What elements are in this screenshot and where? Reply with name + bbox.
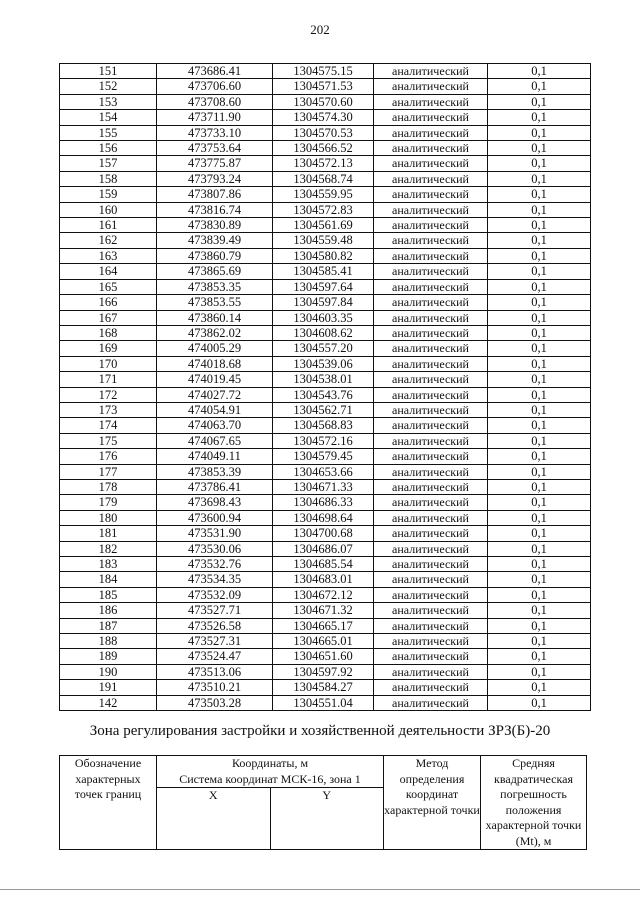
point-number-cell: 182 [60,541,157,556]
method-cell: аналитический [374,634,488,649]
error-cell: 0,1 [488,603,591,618]
error-cell: 0,1 [488,141,591,156]
y-coordinate-cell: 1304543.76 [273,387,374,402]
x-coordinate-cell: 473807.86 [157,187,273,202]
method-cell: аналитический [374,264,488,279]
header-error: Средняя квадратическая погрешность положения характерной точки (Mt), м [481,756,587,850]
header-coordinates-title: Координаты, м [231,756,309,770]
method-cell: аналитический [374,187,488,202]
method-cell: аналитический [374,603,488,618]
header-method: Метод определения координат характерной точки [384,756,481,850]
table-row [60,94,591,109]
point-number-cell: 174 [60,418,157,433]
error-cell: 0,1 [488,418,591,433]
method-cell: аналитический [374,495,488,510]
error-cell: 0,1 [488,557,591,572]
error-cell: 0,1 [488,171,591,186]
method-cell: аналитический [374,341,488,356]
error-cell: 0,1 [488,341,591,356]
table-row [60,387,591,402]
error-cell: 0,1 [488,356,591,371]
method-cell: аналитический [374,356,488,371]
method-cell: аналитический [374,695,488,710]
x-coordinate-cell: 473527.31 [157,634,273,649]
point-number-cell: 169 [60,341,157,356]
table-row [60,649,591,664]
point-number-cell: 166 [60,295,157,310]
table-row [60,218,591,233]
x-coordinate-cell: 474049.11 [157,449,273,464]
error-cell: 0,1 [488,295,591,310]
table-row [60,187,591,202]
y-coordinate-cell: 1304557.20 [273,341,374,356]
y-coordinate-cell: 1304653.66 [273,464,374,479]
x-coordinate-cell: 473526.58 [157,618,273,633]
error-cell: 0,1 [488,449,591,464]
y-coordinate-cell: 1304597.92 [273,664,374,679]
table-row [60,418,591,433]
y-coordinate-cell: 1304566.52 [273,141,374,156]
error-cell: 0,1 [488,402,591,417]
point-number-cell: 175 [60,433,157,448]
x-coordinate-cell: 473532.09 [157,587,273,602]
point-number-cell: 191 [60,680,157,695]
point-number-cell: 142 [60,695,157,710]
y-coordinate-cell: 1304538.01 [273,372,374,387]
x-coordinate-cell: 473853.55 [157,295,273,310]
point-number-cell: 152 [60,79,157,94]
point-number-cell: 170 [60,356,157,371]
y-coordinate-cell: 1304571.53 [273,79,374,94]
error-cell: 0,1 [488,495,591,510]
point-number-cell: 160 [60,202,157,217]
method-cell: аналитический [374,418,488,433]
x-coordinate-cell: 473527.71 [157,603,273,618]
point-number-cell: 190 [60,664,157,679]
point-number-cell: 185 [60,587,157,602]
table-row [60,125,591,140]
y-coordinate-cell: 1304570.60 [273,94,374,109]
x-coordinate-cell: 473530.06 [157,541,273,556]
method-cell: аналитический [374,156,488,171]
y-coordinate-cell: 1304574.30 [273,110,374,125]
point-number-cell: 186 [60,603,157,618]
point-number-cell: 167 [60,310,157,325]
y-coordinate-cell: 1304603.35 [273,310,374,325]
error-cell: 0,1 [488,510,591,525]
x-coordinate-cell: 473503.28 [157,695,273,710]
error-cell: 0,1 [488,202,591,217]
point-number-cell: 153 [60,94,157,109]
error-cell: 0,1 [488,695,591,710]
table-row [60,526,591,541]
table-row [60,171,591,186]
header-point-designation: Обозначение характерных точек границ [60,756,157,850]
y-coordinate-cell: 1304559.95 [273,187,374,202]
error-cell: 0,1 [488,310,591,325]
x-coordinate-cell: 473510.21 [157,680,273,695]
error-cell: 0,1 [488,680,591,695]
y-coordinate-cell: 1304665.17 [273,618,374,633]
method-cell: аналитический [374,295,488,310]
method-cell: аналитический [374,94,488,109]
table-row [60,279,591,294]
method-cell: аналитический [374,649,488,664]
method-cell: аналитический [374,541,488,556]
error-cell: 0,1 [488,218,591,233]
method-cell: аналитический [374,557,488,572]
table-row [60,64,591,79]
point-number-cell: 181 [60,526,157,541]
y-coordinate-cell: 1304551.04 [273,695,374,710]
error-cell: 0,1 [488,526,591,541]
table-row [60,618,591,633]
y-coordinate-cell: 1304584.27 [273,680,374,695]
x-coordinate-cell: 473862.02 [157,325,273,340]
y-coordinate-cell: 1304585.41 [273,264,374,279]
point-number-cell: 180 [60,510,157,525]
x-coordinate-cell: 473816.74 [157,202,273,217]
x-coordinate-cell: 473513.06 [157,664,273,679]
method-cell: аналитический [374,248,488,263]
y-coordinate-cell: 1304672.12 [273,587,374,602]
point-number-cell: 162 [60,233,157,248]
y-coordinate-cell: 1304651.60 [273,649,374,664]
x-coordinate-cell: 474067.65 [157,433,273,448]
x-coordinate-cell: 473775.87 [157,156,273,171]
header-coordinate-system: Система координат МСК-16, зона 1 [179,771,361,786]
table-row [60,295,591,310]
table-row [60,248,591,263]
y-coordinate-cell: 1304561.69 [273,218,374,233]
method-cell: аналитический [374,64,488,79]
header-y: Y [270,788,384,850]
section-title: Зона регулирования застройки и хозяйственной деятельности ЗРЗ(Б)-20 [89,723,551,739]
y-coordinate-cell: 1304665.01 [273,634,374,649]
point-number-cell: 161 [60,218,157,233]
point-number-cell: 159 [60,187,157,202]
y-coordinate-cell: 1304570.53 [273,125,374,140]
y-coordinate-cell: 1304597.84 [273,295,374,310]
error-cell: 0,1 [488,279,591,294]
error-cell: 0,1 [488,664,591,679]
method-cell: аналитический [374,510,488,525]
error-cell: 0,1 [488,464,591,479]
x-coordinate-cell: 473853.35 [157,279,273,294]
table-row [60,233,591,248]
x-coordinate-cell: 473853.39 [157,464,273,479]
point-number-cell: 151 [60,64,157,79]
coordinates-table [59,63,591,711]
error-cell: 0,1 [488,587,591,602]
method-cell: аналитический [374,449,488,464]
method-cell: аналитический [374,402,488,417]
method-cell: аналитический [374,387,488,402]
method-cell: аналитический [374,79,488,94]
page-bottom-rule [0,889,640,890]
x-coordinate-cell: 473839.49 [157,233,273,248]
y-coordinate-cell: 1304683.01 [273,572,374,587]
point-number-cell: 183 [60,557,157,572]
y-coordinate-cell: 1304572.13 [273,156,374,171]
x-coordinate-cell: 473860.79 [157,248,273,263]
error-cell: 0,1 [488,94,591,109]
method-cell: аналитический [374,202,488,217]
table-row [60,325,591,340]
point-number-cell: 187 [60,618,157,633]
table-row [60,479,591,494]
table-row [60,510,591,525]
method-cell: аналитический [374,526,488,541]
x-coordinate-cell: 473524.47 [157,649,273,664]
point-number-cell: 158 [60,171,157,186]
method-cell: аналитический [374,433,488,448]
point-number-cell: 171 [60,372,157,387]
y-coordinate-cell: 1304686.07 [273,541,374,556]
method-cell: аналитический [374,110,488,125]
error-cell: 0,1 [488,187,591,202]
point-number-cell: 165 [60,279,157,294]
y-coordinate-cell: 1304671.32 [273,603,374,618]
error-cell: 0,1 [488,618,591,633]
table-row [60,680,591,695]
x-coordinate-cell: 473686.41 [157,64,273,79]
error-cell: 0,1 [488,387,591,402]
y-coordinate-cell: 1304698.64 [273,510,374,525]
method-cell: аналитический [374,572,488,587]
table-row [60,664,591,679]
y-coordinate-cell: 1304575.15 [273,64,374,79]
y-coordinate-cell: 1304608.62 [273,325,374,340]
method-cell: аналитический [374,171,488,186]
x-coordinate-cell: 474018.68 [157,356,273,371]
method-cell: аналитический [374,587,488,602]
method-cell: аналитический [374,310,488,325]
y-coordinate-cell: 1304559.48 [273,233,374,248]
table-row [60,402,591,417]
point-number-cell: 163 [60,248,157,263]
table-row [60,264,591,279]
point-number-cell: 155 [60,125,157,140]
method-cell: аналитический [374,664,488,679]
y-coordinate-cell: 1304572.16 [273,433,374,448]
table-row [60,79,591,94]
error-cell: 0,1 [488,479,591,494]
x-coordinate-cell: 473786.41 [157,479,273,494]
table-row [60,541,591,556]
table-row [60,141,591,156]
error-cell: 0,1 [488,572,591,587]
point-number-cell: 154 [60,110,157,125]
point-number-cell: 173 [60,402,157,417]
table-row [60,356,591,371]
error-cell: 0,1 [488,649,591,664]
header-x: X [157,788,271,850]
error-cell: 0,1 [488,110,591,125]
table-row [60,433,591,448]
table-row [60,464,591,479]
method-cell: аналитический [374,218,488,233]
point-number-cell: 189 [60,649,157,664]
table-row [60,449,591,464]
table-row [60,495,591,510]
method-cell: аналитический [374,233,488,248]
point-number-cell: 188 [60,634,157,649]
page-number: 202 [310,22,330,37]
error-cell: 0,1 [488,372,591,387]
x-coordinate-cell: 473793.24 [157,171,273,186]
x-coordinate-cell: 473600.94 [157,510,273,525]
x-coordinate-cell: 473860.14 [157,310,273,325]
coordinates-header-table [59,755,587,850]
y-coordinate-cell: 1304671.33 [273,479,374,494]
y-coordinate-cell: 1304597.64 [273,279,374,294]
point-number-cell: 157 [60,156,157,171]
error-cell: 0,1 [488,125,591,140]
point-number-cell: 178 [60,479,157,494]
table-row [60,572,591,587]
method-cell: аналитический [374,125,488,140]
error-cell: 0,1 [488,156,591,171]
table-row [60,557,591,572]
method-cell: аналитический [374,618,488,633]
point-number-cell: 184 [60,572,157,587]
x-coordinate-cell: 473698.43 [157,495,273,510]
x-coordinate-cell: 474005.29 [157,341,273,356]
table-row [60,587,591,602]
point-number-cell: 164 [60,264,157,279]
y-coordinate-cell: 1304568.74 [273,171,374,186]
error-cell: 0,1 [488,64,591,79]
error-cell: 0,1 [488,541,591,556]
y-coordinate-cell: 1304686.33 [273,495,374,510]
table-row [60,202,591,217]
y-coordinate-cell: 1304568.83 [273,418,374,433]
x-coordinate-cell: 473706.60 [157,79,273,94]
method-cell: аналитический [374,372,488,387]
table-row [60,110,591,125]
y-coordinate-cell: 1304562.71 [273,402,374,417]
point-number-cell: 179 [60,495,157,510]
x-coordinate-cell: 473532.76 [157,557,273,572]
table-row [60,603,591,618]
y-coordinate-cell: 1304700.68 [273,526,374,541]
table-row [60,156,591,171]
error-cell: 0,1 [488,233,591,248]
x-coordinate-cell: 474019.45 [157,372,273,387]
method-cell: аналитический [374,279,488,294]
y-coordinate-cell: 1304685.54 [273,557,374,572]
x-coordinate-cell: 473753.64 [157,141,273,156]
table-row [60,341,591,356]
method-cell: аналитический [374,464,488,479]
point-number-cell: 172 [60,387,157,402]
x-coordinate-cell: 473830.89 [157,218,273,233]
table-row [60,634,591,649]
x-coordinate-cell: 473708.60 [157,94,273,109]
method-cell: аналитический [374,479,488,494]
method-cell: аналитический [374,141,488,156]
error-cell: 0,1 [488,248,591,263]
error-cell: 0,1 [488,433,591,448]
x-coordinate-cell: 474054.91 [157,402,273,417]
x-coordinate-cell: 473534.35 [157,572,273,587]
x-coordinate-cell: 474027.72 [157,387,273,402]
x-coordinate-cell: 473531.90 [157,526,273,541]
header-coordinates [157,756,384,788]
error-cell: 0,1 [488,325,591,340]
point-number-cell: 177 [60,464,157,479]
y-coordinate-cell: 1304539.06 [273,356,374,371]
point-number-cell: 156 [60,141,157,156]
table-row [60,310,591,325]
x-coordinate-cell: 473711.90 [157,110,273,125]
y-coordinate-cell: 1304572.83 [273,202,374,217]
y-coordinate-cell: 1304579.45 [273,449,374,464]
x-coordinate-cell: 473865.69 [157,264,273,279]
y-coordinate-cell: 1304580.82 [273,248,374,263]
point-number-cell: 168 [60,325,157,340]
x-coordinate-cell: 473733.10 [157,125,273,140]
error-cell: 0,1 [488,79,591,94]
method-cell: аналитический [374,680,488,695]
method-cell: аналитический [374,325,488,340]
table-row [60,372,591,387]
coordinates-table-body [60,64,591,711]
error-cell: 0,1 [488,634,591,649]
table-row [60,695,591,710]
point-number-cell: 176 [60,449,157,464]
error-cell: 0,1 [488,264,591,279]
x-coordinate-cell: 474063.70 [157,418,273,433]
